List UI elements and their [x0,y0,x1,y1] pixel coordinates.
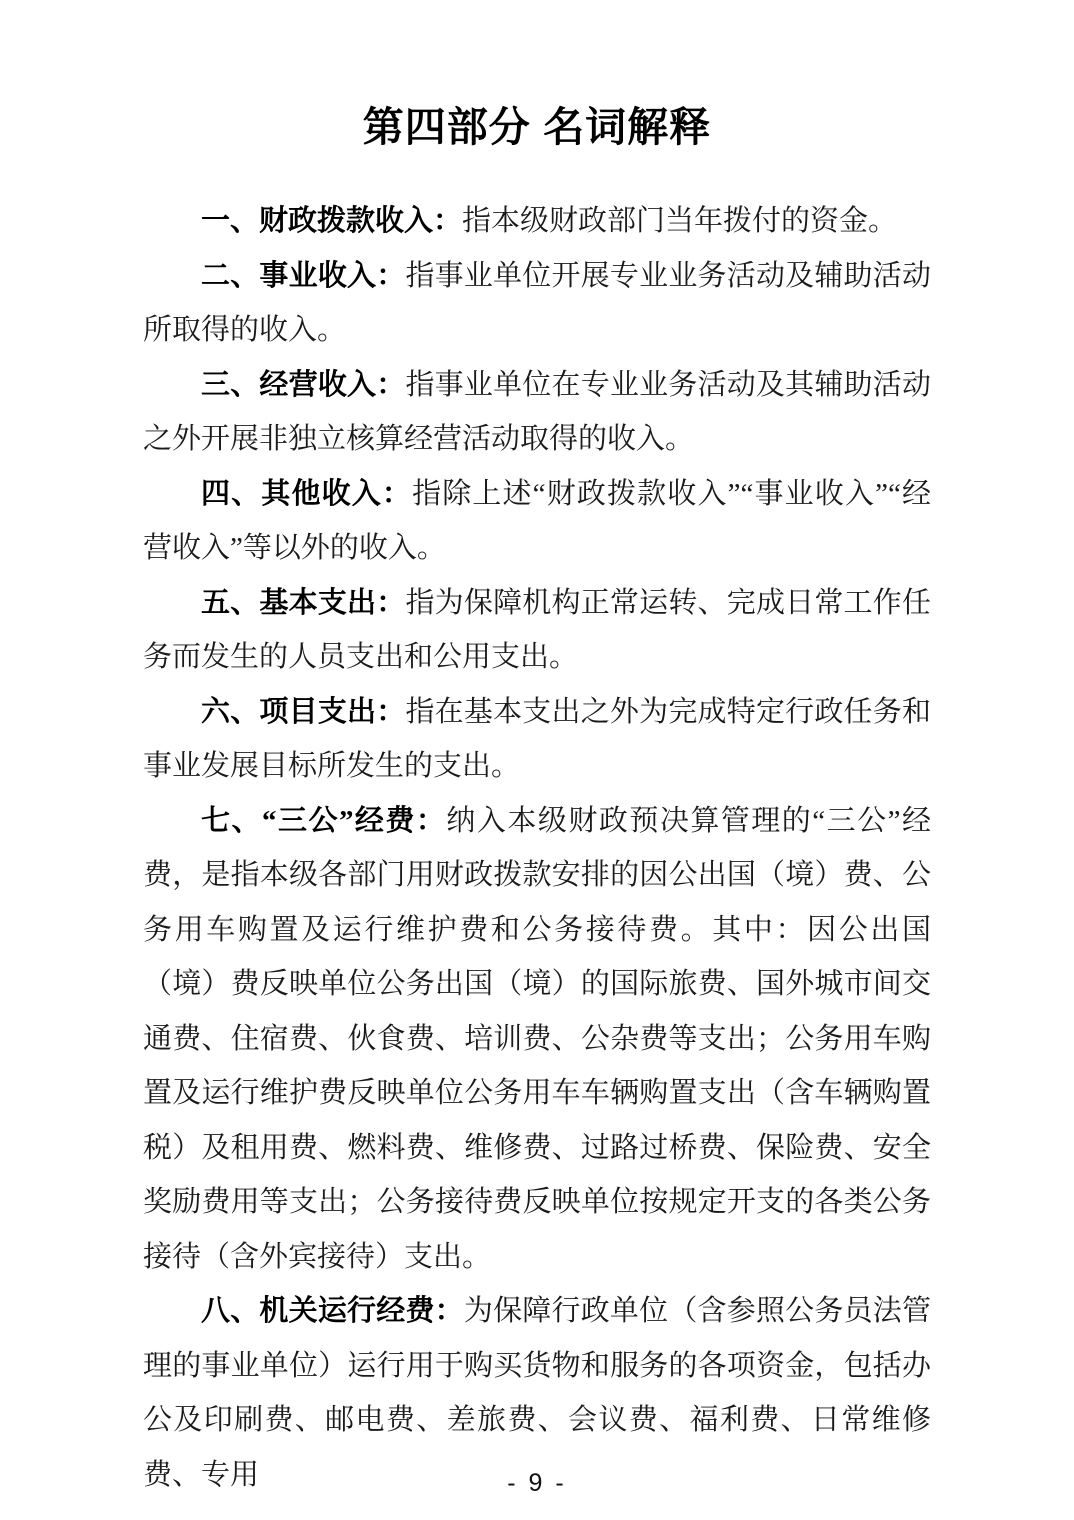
glossary-term-8: 八、机关运行经费： [201,1295,464,1327]
glossary-item-2 [143,249,931,358]
glossary-term-2: 二、事业收入： [201,259,406,292]
glossary-item-5 [143,576,931,685]
page-title: 第四部分 名词解释 [362,104,712,150]
glossary-definition-6: 指在基本支出之外为完成特定行政任务和事业发展目标所发生的支出。 [143,695,931,782]
glossary-definition-1: 指本级财政部门当年拨付的资金。 [462,205,898,237]
glossary-term-5: 五、基本支出： [201,586,406,619]
page-number: - 9 - [507,1469,567,1497]
glossary-term-6: 六、项目支出： [201,695,406,728]
glossary-item-6 [143,685,931,794]
glossary-item-1 [143,194,931,249]
glossary-definition-3: 指事业单位在专业业务活动及其辅助活动之外开展非独立核算经营活动取得的收入。 [143,368,931,455]
glossary-term-1: 一、财政拨款收入： [201,205,463,237]
glossary-item-3 [143,358,931,467]
glossary-content [143,194,931,1502]
glossary-item-4 [143,467,931,576]
glossary-item-7 [143,794,931,1285]
glossary-term-3: 三、经营收入： [201,368,406,401]
glossary-definition-8: 为保障行政单位（含参照公务员法管理的事业单位）运行用于购买货物和服务的各项资金，包括办公及印刷费、邮电费、差旅费、会议费、福利费、日常维修费、专用 [143,1295,931,1491]
glossary-definition-5: 指为保障机构正常运转、完成日常工作任务而发生的人员支出和公用支出。 [143,586,931,673]
glossary-definition-2: 指事业单位开展专业业务活动及辅助活动所取得的收入。 [143,259,931,346]
glossary-term-4: 四、其他收入： [201,477,413,510]
glossary-definition-7: 纳入本级财政预决算管理的“三公”经费，是指本级各部门用财政拨款安排的因公出国（境）费、公务用车购置及运行维护费和公务接待费。其中：因公出国（境）费反映单位公务出国（境）的国际旅费、国外城市间交通费、住宿费、伙食费、培训费、公杂费等支出；公务用车购置及运行维护费反映单位公务用车车辆购置支出（含车辆购置税）及租用费、燃料费、维修费、过路过桥费、保险费、安全奖励费用等支出；公务接待费反映单位按规定开支的各类公务接待（含外宾接待）支出。 [143,804,931,1273]
glossary-definition-4: 指除上述“财政拨款收入”“事业收入”“经营收入”等以外的收入。 [143,477,931,564]
glossary-term-7: 七、“三公”经费： [201,804,447,837]
